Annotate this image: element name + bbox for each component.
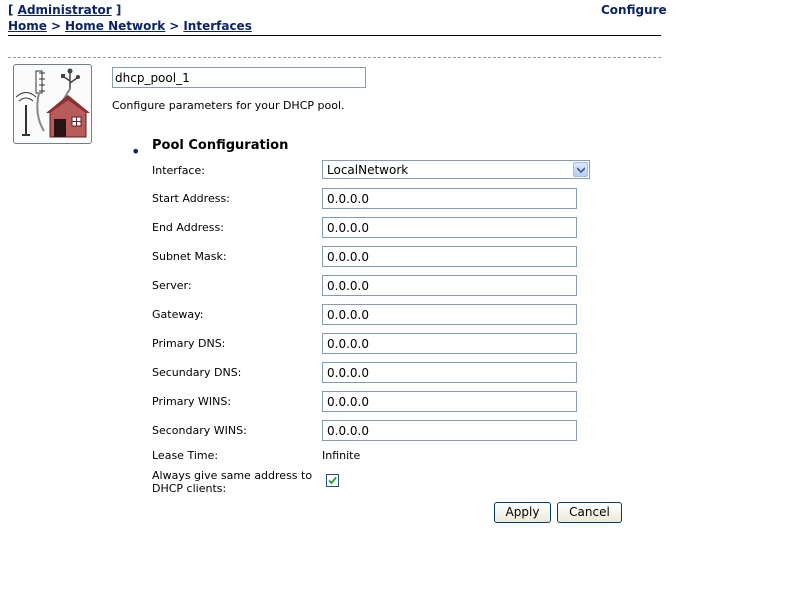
section-bullet: • (131, 142, 141, 161)
administrator-link[interactable]: Administrator (17, 3, 112, 17)
check-icon (328, 476, 337, 485)
breadcrumb-interfaces[interactable]: Interfaces (183, 19, 252, 33)
primary-dns-field[interactable] (322, 333, 577, 354)
secondary-wins-field[interactable] (322, 420, 577, 441)
cancel-button[interactable]: Cancel (557, 502, 622, 523)
primary-wins-field[interactable] (322, 391, 577, 412)
secondary-wins-label: Secondary WINS: (152, 424, 247, 437)
same-address-checkbox[interactable] (326, 474, 339, 487)
server-field[interactable] (322, 275, 577, 296)
chevron-down-icon[interactable] (573, 162, 588, 177)
apply-button[interactable]: Apply (494, 502, 551, 523)
pool-name-input[interactable] (112, 67, 366, 88)
breadcrumb-home[interactable]: Home (8, 19, 47, 33)
same-address-label-line2: DHCP clients: (152, 482, 227, 495)
subnet-mask-label: Subnet Mask: (152, 250, 227, 263)
breadcrumb-separator: > (50, 19, 61, 33)
pool-description: Configure parameters for your DHCP pool. (112, 99, 345, 112)
header-divider (8, 35, 661, 36)
end-address-label: End Address: (152, 221, 224, 234)
user-bar (8, 3, 121, 17)
end-address-field[interactable] (322, 217, 577, 238)
gateway-field[interactable] (322, 304, 577, 325)
section-title: Pool Configuration (152, 138, 289, 153)
primary-dns-label: Primary DNS: (152, 337, 226, 350)
lease-time-label: Lease Time: (152, 449, 219, 462)
home-network-icon (13, 64, 92, 144)
breadcrumb-separator: > (169, 19, 180, 33)
bracket-close: ] (115, 3, 122, 17)
interface-select[interactable] (322, 160, 590, 179)
same-address-label (152, 469, 312, 495)
primary-wins-label: Primary WINS: (152, 395, 232, 408)
secundary-dns-label: Secundary DNS: (152, 366, 242, 379)
breadcrumb-home-network[interactable]: Home Network (65, 19, 166, 33)
dashed-divider (8, 57, 661, 58)
start-address-field[interactable] (322, 188, 577, 209)
gateway-label: Gateway: (152, 308, 204, 321)
same-address-label-line1: Always give same address to (152, 469, 313, 482)
configure-link[interactable]: Configure (601, 3, 667, 17)
bracket-open: [ (8, 3, 14, 17)
interface-select-value: LocalNetwork (327, 163, 409, 177)
interface-label: Interface: (152, 164, 205, 177)
server-label: Server: (152, 279, 192, 292)
breadcrumb (8, 19, 252, 33)
secundary-dns-field[interactable] (322, 362, 577, 383)
subnet-mask-field[interactable] (322, 246, 577, 267)
start-address-label: Start Address: (152, 192, 230, 205)
lease-time-value: Infinite (322, 449, 361, 462)
